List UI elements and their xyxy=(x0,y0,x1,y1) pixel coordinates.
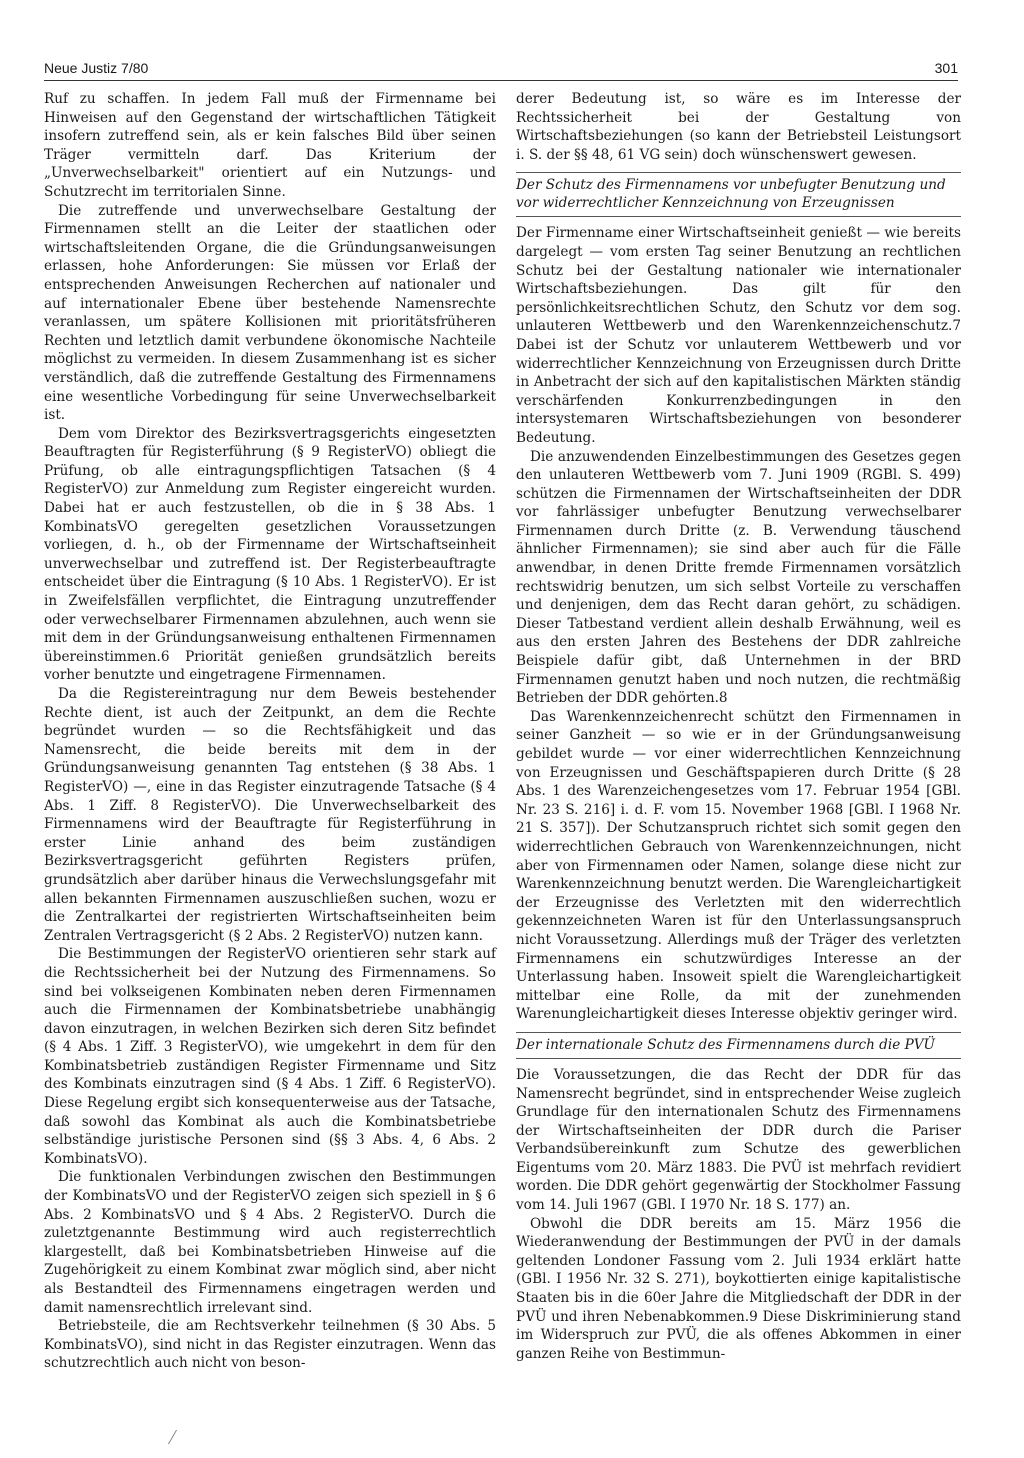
paragraph: Ruf zu schaffen. In jedem Fall muß der Firmenname bei Hinweisen auf den Gegenstand der wirtschaftlichen Tätigkeit insofern zutreffend sein, als er kein falsches Bild über seinen Träger vermitteln darf. Das Kriterium der „Unverwechselbarkeit" orientiert auf ein Nutzungs- und Schutzrecht im territorialen Sinne. xyxy=(44,91,496,200)
paragraph: Die Voraussetzungen, die das Recht der DDR für das Namensrecht begründet, sind in entsprechender Weise zugleich Grundlage für den internationalen Schutz des Firmennamens der Wirtschaftseinheiten der DDR durch die Pariser Verbandsübereinkunft zum Schutze des gewerblichen Eigentums vom 20. März 1883. Die PVÜ ist mehrfach revidiert worden. Die DDR gehört gegenwärtig der Stockholmer Fassung vom 14. Juli 1967 (GBl. I 1970 Nr. 18 S. 177) an. xyxy=(516,1066,961,1214)
section-heading: Der internationale Schutz des Firmennamens durch die PVÜ xyxy=(516,1032,961,1059)
paragraph: Die funktionalen Verbindungen zwischen den Bestimmungen der KombinatsVO und der RegisterVO zeigen sich speziell in § 6 Abs. 2 KombinatsVO und § 4 Abs. 2 RegisterVO. Durch die zuletztgenannte Bestimmung wird auch registerrechtlich klargestellt, daß bei Kombinatsbetrieben Hinweise auf die Zugehörigkeit zu einem Kombinat zwar möglich sind, aber nicht als Bestandteil des Firmennamens eingetragen werden und damit namensrechtlich irrelevant sind. xyxy=(44,1169,496,1316)
paragraph: Die anzuwendenden Einzelbestimmungen des Gesetzes gegen den unlauteren Wettbewerb vom 7. Juni 1909 (RGBl. S. 499) schützen die Firmennamen der Wirtschaftseinheiten der DDR vor fahrlässiger unbefugter Benutzung verwechselbarer Firmennamen durch Dritte (z. B. Verwendung täuschend ähnlicher Firmennamen); sie sind aber auch für die Fälle anwendbar, in denen Dritte fremde Firmennamen vorsätzlich rechtswidrig benutzen, um sich selbst Vorteile zu verschaffen und denjenigen, dem das Recht daran gehört, zu schädigen. Dieser Tatbestand verdient allein deshalb Erwähnung, weil es aus den ersten Jahren des Bestehens der DDR zahlreiche Beispiele dafür gibt, daß Unternehmen in der BRD Firmennamen genutzt haben und noch nutzen, die rechtmäßig Betrieben der DDR gehörten.8 xyxy=(516,448,961,707)
section-heading: Der Schutz des Firmennamens vor unbefugter Benutzung und vor widerrechtlicher Kennzeichnung von Erzeugnissen xyxy=(516,172,961,217)
paragraph: Die Bestimmungen der RegisterVO orientieren sehr stark auf die Rechtssicherheit bei der Nutzung des Firmennamens. So sind bei volkseigenen Kombinaten neben deren Firmennamen auch die Firmennamen der Kombinatsbetriebe unabhängig davon einzutragen, in welchen Bezirken sich deren Sitz befindet (§ 4 Abs. 1 Ziff. 3 RegisterVO), wie umgekehrt in dem für den Kombinatsbetrieb zuständigen Register Firmenname und Sitz des Kombinats einzutragen sind (§ 4 Abs. 1 Ziff. 6 RegisterVO). Diese Regelung ergibt sich konsequenterweise aus der Tatsache, daß sowohl das Kombinat als auch die Kombinatsbetriebe selbständige juristische Personen sind (§§ 3 Abs. 4, 6 Abs. 2 KombinatsVO). xyxy=(44,946,496,1167)
paragraph: Da die Registereintragung nur dem Beweis bestehender Rechte dient, ist auch der Zeitpunkt, an dem die Rechte begründet wurden — so die Rechtsfähigkeit und das Namensrecht, die beide bereits mit dem in der Gründungsanweisung genannten Tag entstehen (§ 38 Abs. 1 RegisterVO) —, eine in das Register einzutragende Tatsache (§ 4 Abs. 1 Ziff. 8 RegisterVO). Die Unverwechselbarkeit des Firmennamens wird der Beauftragte für Registerführung in erster Linie anhand des beim zuständigen Bezirksvertragsgericht geführten Registers prüfen, grundsätzlich aber darüber hinaus die Verwechslungsgefahr mit allen bekannten Firmennamen auszuschließen suchen, wozu er die Zentralkartei der registrierten Wirtschaftseinheiten beim Zentralen Vertragsgericht (§ 2 Abs. 2 RegisterVO) nutzen kann. xyxy=(44,686,496,944)
pencil-mark xyxy=(168,1430,185,1444)
left-column xyxy=(44,90,496,1373)
page-number: 301 xyxy=(934,60,958,76)
paragraph: Dem vom Direktor des Bezirksvertragsgerichts eingesetzten Beauftragten für Registerführung (§ 9 RegisterVO) obliegt die Prüfung, ob alle eintragungspflichtigen Tatsachen (§ 4 RegisterVO) zur Anmeldung zum Register eingereicht wurden. Dabei hat er auch festzustellen, ob die in § 38 Abs. 1 KombinatsVO geregelten gesetzlichen Voraussetzungen vorliegen, d. h., ob der Firmenname der Wirtschaftseinheit unverwechselbar und zutreffend ist. Der Registerbeauftragte entscheidet über die Eintragung (§ 10 Abs. 1 RegisterVO). Er ist in Zweifelsfällen verpflichtet, die Eintragung unzutreffender oder verwechselbarer Firmennamen abzulehnen, auch wenn sie mit dem in der Gründungsanweisung enthaltenen Firmennamen übereinstimmen.6 Priorität genießen grundsätzlich bereits vorher benutzte und eingetragene Firmennamen. xyxy=(44,425,496,684)
right-column xyxy=(516,90,961,1363)
paragraph: Die zutreffende und unverwechselbare Gestaltung der Firmennamen stellt an die Leiter der staatlichen oder wirtschaftsleitenden Organe, die die Gründungsanweisungen erlassen, hohe Anforderungen: Sie müssen vor Erlaß der entsprechenden Anweisungen Recherchen auf nationaler und auf internationaler Ebene über bestehende Namensrechte veranlassen, um spätere Kollisionen mit prioritätsfrüheren Rechten und letztlich damit verbundene ökonomische Nachteile möglichst zu vermeiden. In diesem Zusammenhang ist es sicher verständlich, daß die zutreffende Gestaltung des Firmennamens eine wesentliche Vorbedingung für seine Unverwechselbarkeit ist. xyxy=(44,202,496,424)
page-header xyxy=(44,60,958,81)
paragraph: Obwohl die DDR bereits am 15. März 1956 die Wiederanwendung der Bestimmungen der PVÜ in der damals geltenden Londoner Fassung vom 2. Juli 1934 erklärt hatte (GBl. I 1956 Nr. 32 S. 271), boykottierten einige kapitalistische Staaten bis in die 60er Jahre die Mitgliedschaft der DDR in der PVÜ und ihren Nebenabkommen.9 Diese Diskriminierung stand im Widerspruch zur PVÜ, die als offenes Abkommen in einer ganzen Reihe von Bestimmun- xyxy=(516,1215,961,1362)
paragraph: derer Bedeutung ist, so wäre es im Interesse der Rechtssicherheit bei der Gestaltung von Wirtschaftsbeziehungen (so kann der Betriebsteil Leistungsort i. S. der §§ 48, 61 VG sein) doch wünschenswert gewesen. xyxy=(516,91,961,163)
paragraph: Betriebsteile, die am Rechtsverkehr teilnehmen (§ 30 Abs. 5 KombinatsVO), sind nicht in das Register einzutragen. Wenn das schutzrechtlich auch nicht von beson- xyxy=(44,1318,496,1372)
paragraph: Das Warenkennzeichenrecht schützt den Firmennamen in seiner Ganzheit — so wie er in der Gründungsanweisung gebildet wurde — vor einer widerrechtlichen Kennzeichnung von Erzeugnissen und Geschäftspapieren durch Dritte (§ 28 Abs. 1 des Warenzeichengesetzes vom 17. Februar 1954 [GBl. Nr. 23 S. 216] i. d. F. vom 15. November 1968 [GBl. I 1968 Nr. 21 S. 357]). Der Schutzanspruch richtet sich somit gegen den widerrechtlichen Gebrauch von Warenkennzeichnungen, nicht aber von Firmennamen oder Namen, solange diese nicht zur Warenkennzeichnung benutzt werden. Die Warengleichartigkeit der Erzeugnisse des Verletzten mit den widerrechtlich gekennzeichneten Waren ist für den Unterlassungsanspruch nicht Voraussetzung. Allerdings muß der Träger des verletzten Firmennamens ein schutzwürdiges Interesse an der Unterlassung haben. Insoweit spielt die Warengleichartigkeit mittelbar eine Rolle, da mit der zunehmenden Warenungleichartigkeit dieses Interesse objektiv geringer wird. xyxy=(516,708,961,1023)
paragraph: Der Firmenname einer Wirtschaftseinheit genießt — wie bereits dargelegt — vom ersten Tag seiner Benutzung an rechtlichen Schutz bei der Gestaltung nationaler wie internationaler Wirtschaftsbeziehungen. Das gilt für den persönlichkeitsrechtlichen Schutz, den Schutz vor dem sog. unlauteren Wettbewerb und den Warenkennzeichenschutz.7 Dabei ist der Schutz vor unlauterem Wettbewerb und vor widerrechtlicher Kennzeichnung von Erzeugnissen durch Dritte in Anbetracht der sich auf den kapitalistischen Märkten ständig verschärfenden Konkurrenzbedingungen in den intersystemaren Wirtschaftsbeziehungen von besonderer Bedeutung. xyxy=(516,225,961,446)
journal-issue: Neue Justiz 7/80 xyxy=(44,60,149,76)
